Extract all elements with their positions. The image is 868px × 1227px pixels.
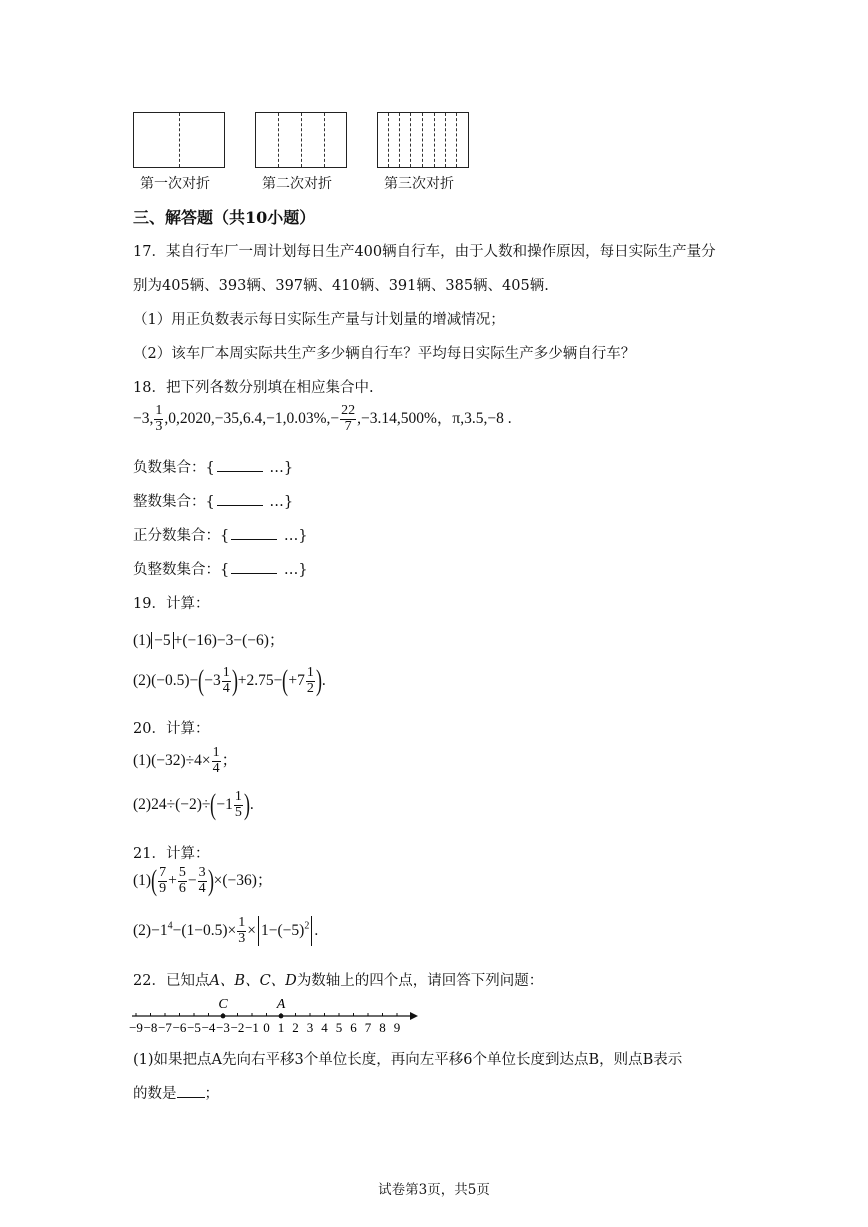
paren: ( bbox=[210, 788, 217, 822]
fold-line bbox=[456, 113, 457, 167]
fraction bbox=[222, 666, 231, 696]
stem-part: 22．已知点 bbox=[133, 973, 210, 989]
set-label: 整数集合：{ bbox=[133, 494, 215, 510]
q22-part1-text: (1)如果把点A先向右平移3个单位长度，再向左平移6个单位长度到达点B，则点B表示 bbox=[133, 1052, 683, 1068]
fold-line bbox=[399, 113, 400, 167]
axis-tick-label: 0 bbox=[263, 1020, 270, 1035]
axis-tick-label: −9 bbox=[129, 1020, 143, 1035]
set-negative bbox=[133, 456, 293, 477]
denominator: 2 bbox=[306, 680, 314, 696]
axis-tick-label: −2 bbox=[230, 1020, 245, 1035]
fraction bbox=[306, 666, 315, 696]
axis-tick-label: 6 bbox=[350, 1020, 357, 1035]
axis-tick-label: 7 bbox=[364, 1020, 372, 1035]
set-end: …} bbox=[264, 494, 294, 510]
part-label: (1) bbox=[133, 871, 152, 889]
numerator: 1 bbox=[234, 789, 242, 804]
expr-end: . bbox=[314, 921, 319, 939]
paren: ( bbox=[198, 664, 205, 698]
axis-tick-label: −3 bbox=[216, 1020, 230, 1035]
fold-line bbox=[445, 113, 446, 167]
fold-caption-3: 第三次对折 bbox=[384, 176, 454, 192]
list-part: ,0,2020,−35,6.4,−1,0.03%,− bbox=[164, 409, 340, 427]
stem-part: 为数轴上的四个点，请回答下列问题： bbox=[296, 973, 544, 989]
q21-expr1 bbox=[133, 866, 272, 896]
part-label: (2) bbox=[133, 921, 152, 939]
expr-part: (−0.5)− bbox=[151, 671, 199, 689]
paren: ) bbox=[231, 664, 238, 698]
answer-blank[interactable] bbox=[231, 527, 277, 540]
numerator: 1 bbox=[238, 915, 246, 930]
fold-caption-2: 第二次对折 bbox=[262, 176, 332, 192]
paren: ( bbox=[151, 864, 158, 898]
denominator: 5 bbox=[234, 804, 242, 820]
numerator: 7 bbox=[159, 865, 167, 880]
fold-caption-1: 第一次对折 bbox=[140, 176, 210, 192]
set-integer bbox=[133, 490, 293, 511]
denominator: 7 bbox=[344, 418, 352, 434]
absolute-value: −5 bbox=[151, 632, 174, 649]
q18-stem: 18．把下列各数分别填在相应集合中. bbox=[133, 380, 374, 396]
fraction bbox=[158, 866, 167, 896]
numerator: 1 bbox=[222, 665, 230, 680]
denominator: 3 bbox=[238, 930, 246, 946]
set-label: 正分数集合：{ bbox=[133, 528, 230, 544]
mixed-whole: −3 bbox=[204, 671, 221, 689]
denominator: 9 bbox=[159, 880, 167, 896]
list-part: ,−3.14,500%，π,3.5,−8 . bbox=[357, 409, 512, 427]
abs-bar bbox=[311, 916, 312, 946]
expr-end: . bbox=[249, 795, 254, 813]
fold-line bbox=[434, 113, 435, 167]
answer-blank[interactable] bbox=[177, 1085, 205, 1098]
set-end: …} bbox=[264, 460, 294, 476]
axis-tick-label: −7 bbox=[158, 1020, 172, 1035]
q19-expr2 bbox=[133, 666, 326, 696]
expr-part: 24÷(−2)÷ bbox=[151, 795, 211, 813]
arrow-icon bbox=[410, 1012, 418, 1020]
paren: ) bbox=[315, 664, 322, 698]
paren: ) bbox=[243, 788, 250, 822]
q17-part1: （1）用正负数表示每日实际生产量与计划量的增减情况； bbox=[133, 312, 505, 328]
axis-tick-label: 9 bbox=[393, 1020, 401, 1035]
q22-stem bbox=[133, 969, 543, 990]
set-negative-integer bbox=[133, 558, 308, 579]
list-part: −3, bbox=[133, 409, 154, 427]
axis-tick-label: −6 bbox=[172, 1020, 187, 1035]
denominator: 4 bbox=[198, 880, 206, 896]
set-end: …} bbox=[279, 528, 308, 544]
axis-tick-label: 1 bbox=[277, 1020, 285, 1035]
axis-tick-label: 5 bbox=[335, 1020, 343, 1035]
axis-tick-label: 4 bbox=[321, 1020, 328, 1035]
q17-stem-line1: 17．某自行车厂一周计划每日生产400辆自行车，由于人数和操作原因，每日实际生产量分 bbox=[133, 244, 716, 260]
part-label: (2) bbox=[133, 795, 152, 813]
axis-tick-label: 2 bbox=[292, 1020, 299, 1035]
denominator: 4 bbox=[222, 680, 230, 696]
fraction bbox=[340, 404, 356, 434]
q20-expr2 bbox=[133, 790, 254, 820]
abs-content: 1−(−5) bbox=[261, 921, 305, 939]
point-a-dot bbox=[279, 1014, 284, 1019]
fold-line bbox=[324, 113, 325, 167]
fold-line bbox=[278, 113, 279, 167]
axis-tick-label: 3 bbox=[306, 1020, 314, 1035]
q17-part2: （2）该车厂本周实际共生产多少辆自行车？平均每日实际生产多少辆自行车？ bbox=[133, 346, 636, 362]
q21-expr2 bbox=[133, 916, 318, 946]
point-c-dot bbox=[221, 1014, 226, 1019]
fold-line bbox=[410, 113, 411, 167]
set-end: …} bbox=[279, 562, 308, 578]
exponent: 4 bbox=[167, 920, 173, 932]
numerator: 1 bbox=[212, 745, 220, 760]
numerator: 5 bbox=[178, 865, 186, 880]
part-label: (2) bbox=[133, 671, 152, 689]
q22-part1-line1 bbox=[133, 1048, 682, 1069]
answer-blank[interactable] bbox=[217, 459, 263, 472]
q19-expr1 bbox=[133, 628, 284, 650]
q17-stem-line2: 别为405辆、393辆、397辆、410辆、391辆、385辆、405辆. bbox=[133, 278, 549, 294]
part-label: (1) bbox=[133, 632, 152, 649]
fold-line bbox=[179, 113, 180, 167]
answer-blank[interactable] bbox=[217, 493, 263, 506]
point-c-label: C bbox=[218, 997, 228, 1012]
fraction bbox=[198, 866, 207, 896]
numerator: 22 bbox=[341, 403, 356, 418]
numerator: 1 bbox=[306, 665, 314, 680]
set-label: 负数集合：{ bbox=[133, 460, 215, 476]
numerator: 3 bbox=[198, 865, 206, 880]
page-footer: 试卷第3页，共5页 bbox=[378, 1182, 490, 1198]
set-label: 负整数集合：{ bbox=[133, 562, 230, 578]
number-line bbox=[128, 992, 420, 1038]
fold-diagram-1 bbox=[133, 112, 225, 168]
operator: − bbox=[187, 871, 197, 889]
paren: ) bbox=[207, 864, 214, 898]
exponent: 2 bbox=[304, 920, 310, 932]
fold-line bbox=[388, 113, 389, 167]
expr-end: . bbox=[321, 671, 326, 689]
fold-diagram-2 bbox=[255, 112, 347, 168]
numerator: 1 bbox=[155, 403, 163, 418]
fraction bbox=[234, 790, 243, 820]
q19-stem: 19．计算： bbox=[133, 596, 210, 612]
fold-line bbox=[422, 113, 423, 167]
expr-part: × bbox=[247, 921, 257, 939]
fraction bbox=[212, 746, 221, 776]
denominator: 4 bbox=[212, 760, 220, 776]
section-title: 三、解答题（共10小题） bbox=[133, 208, 316, 227]
point-a-label: A bbox=[276, 997, 286, 1012]
q20-expr1 bbox=[133, 746, 237, 776]
expr-part: −1 bbox=[151, 921, 168, 939]
denominator: 6 bbox=[178, 880, 186, 896]
set-positive-fraction bbox=[133, 524, 308, 545]
axis-tick-label: −5 bbox=[187, 1020, 201, 1035]
q21-stem: 21．计算： bbox=[133, 846, 210, 862]
expr-rest: ×(−36)； bbox=[213, 871, 273, 889]
denominator: 3 bbox=[155, 418, 163, 434]
mixed-whole: +7 bbox=[288, 671, 305, 689]
fraction bbox=[237, 916, 246, 946]
fold-diagram-3 bbox=[377, 112, 469, 168]
fraction bbox=[154, 404, 163, 434]
expr-part: (−32)÷4× bbox=[151, 751, 211, 769]
expr-rest: +(−16)−3−(−6)； bbox=[173, 632, 285, 649]
q18-number-list bbox=[133, 404, 512, 434]
expr-part: +2.75− bbox=[237, 671, 283, 689]
mixed-whole: −1 bbox=[216, 795, 233, 813]
q22-part1-line2 bbox=[133, 1082, 219, 1103]
fraction bbox=[178, 866, 187, 896]
paren: ( bbox=[282, 664, 289, 698]
axis-tick-label: −8 bbox=[143, 1020, 158, 1035]
q22-part1-end: ； bbox=[204, 1086, 219, 1102]
fold-line bbox=[301, 113, 302, 167]
q22-part1-text: 的数是 bbox=[133, 1086, 177, 1102]
expr-part: −(1−0.5)× bbox=[172, 921, 237, 939]
part-label: (1) bbox=[133, 751, 152, 769]
axis-tick-label: 8 bbox=[379, 1020, 386, 1035]
answer-blank[interactable] bbox=[231, 561, 277, 574]
expr-end: ； bbox=[221, 751, 238, 769]
operator: + bbox=[168, 871, 177, 889]
axis-tick-label: −4 bbox=[201, 1020, 216, 1035]
abs-bar bbox=[258, 916, 259, 946]
stem-points: A、B、C、D bbox=[209, 973, 297, 989]
axis-tick-label: −1 bbox=[245, 1020, 259, 1035]
q20-stem: 20．计算： bbox=[133, 721, 210, 737]
